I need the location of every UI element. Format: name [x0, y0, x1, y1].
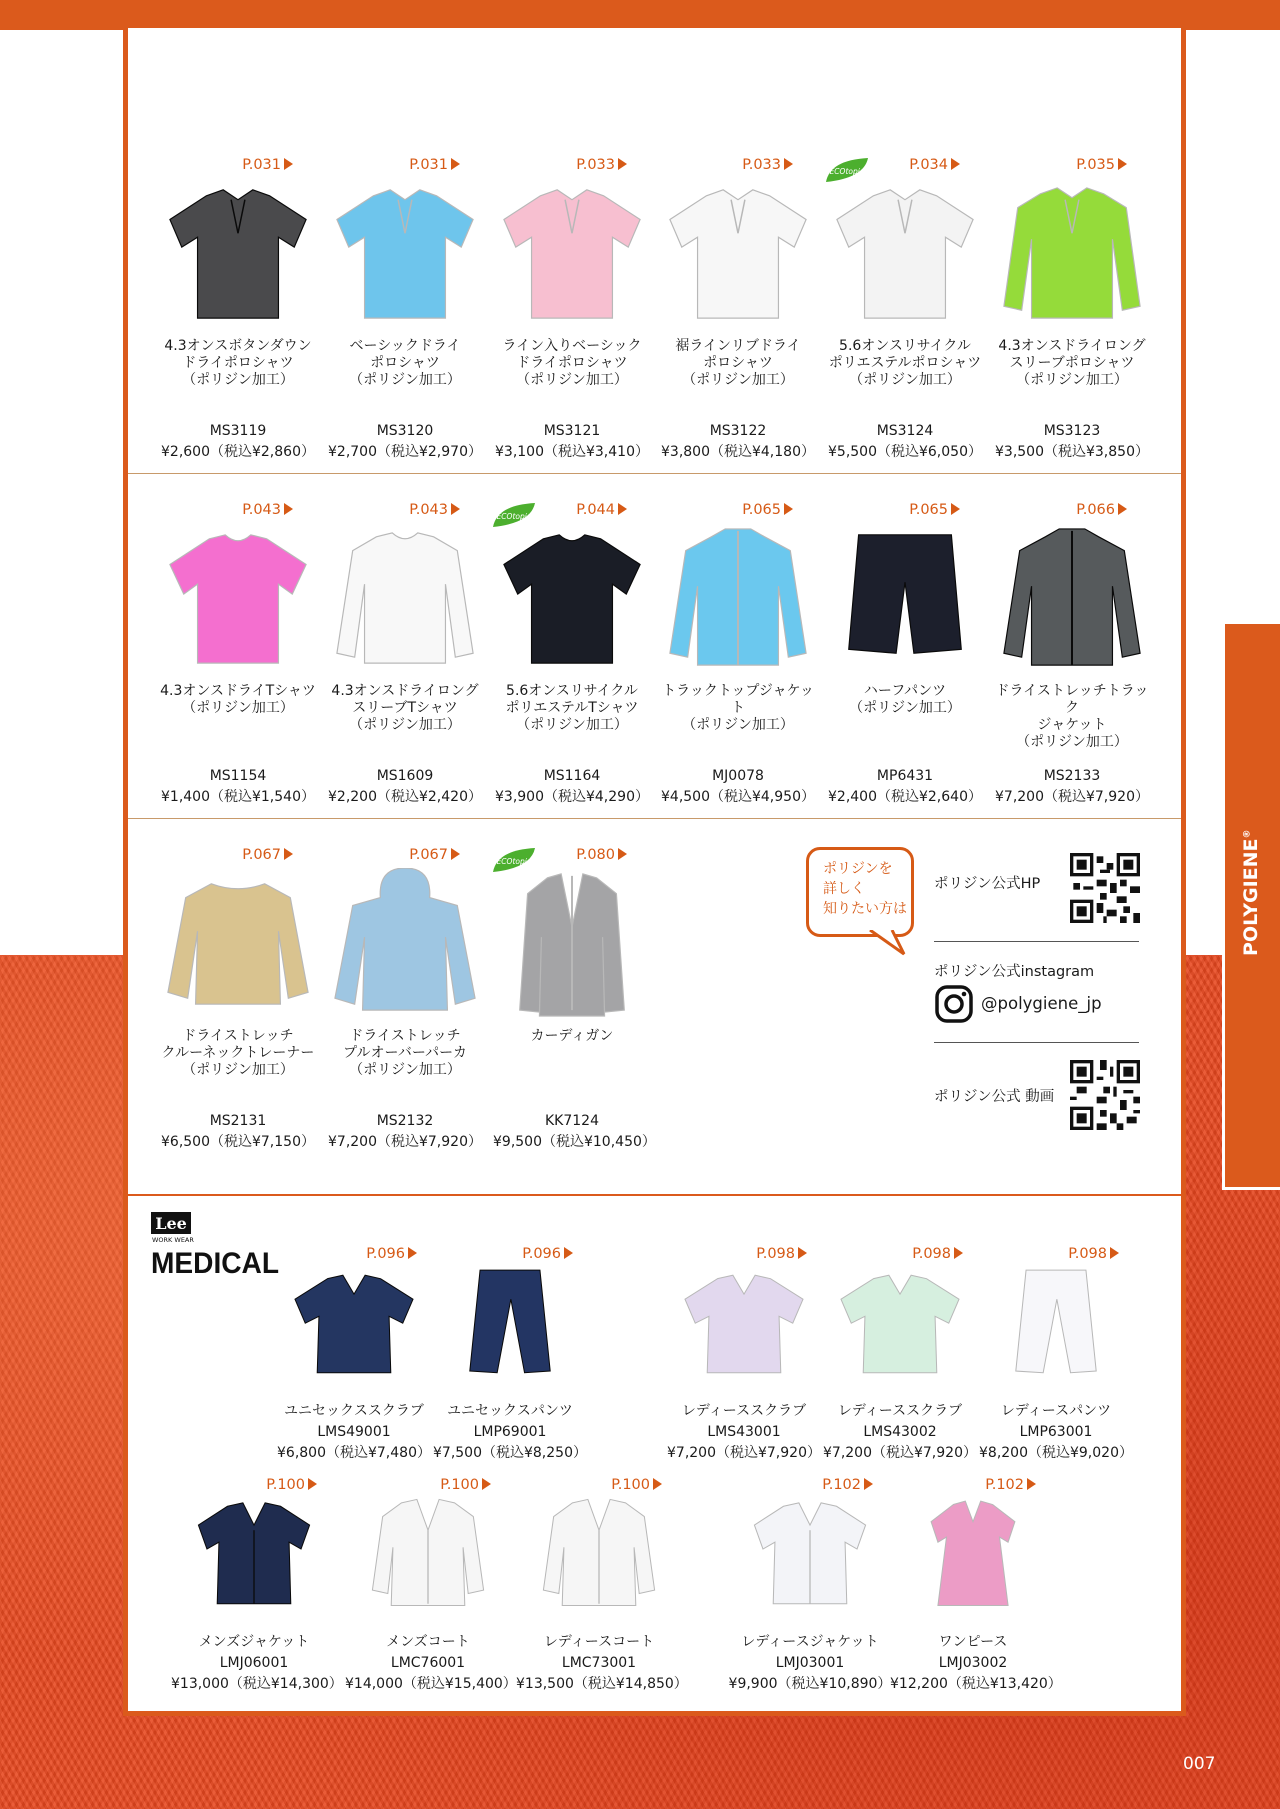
page-reference-link[interactable]: P.033 [659, 157, 817, 174]
product-code: LMS43002 [863, 1424, 937, 1440]
product-name: 4.3オンスドライTシャツ （ポリジン加工） [160, 683, 316, 716]
product-card[interactable] [659, 157, 817, 461]
product-price: ¥3,500（税込¥3,850） [995, 444, 1149, 460]
product-code: MS2131 [209, 1113, 267, 1129]
page-reference-link[interactable]: P.031 [159, 157, 317, 174]
product-image[interactable] [328, 178, 482, 328]
product-name: ワンピース [938, 1634, 1008, 1650]
page-reference-link[interactable]: P.102 [727, 1476, 893, 1494]
product-name: レディーススクラブ [681, 1403, 807, 1419]
brand-side-label: POLYGIENE® [1240, 829, 1262, 956]
page-reference-link[interactable]: P.065 [659, 502, 817, 519]
product-code: LMJ03001 [775, 1655, 845, 1671]
ecotopia-leaf-icon [824, 156, 870, 184]
product-code: MJ0078 [712, 768, 764, 784]
lee-medical-logo [151, 1212, 291, 1278]
page-reference-link[interactable]: P.065 [826, 502, 984, 519]
product-name: 4.3オンスボタンダウン ドライポロシャツ （ポリジン加工） [164, 338, 312, 388]
product-price: ¥2,700（税込¥2,970） [328, 444, 482, 460]
product-image[interactable] [674, 1265, 814, 1395]
arrow-right-icon [1118, 503, 1127, 515]
product-card[interactable] [493, 847, 656, 1151]
arrow-right-icon [784, 503, 793, 515]
arrow-right-icon [951, 503, 960, 515]
page-reference-link[interactable]: P.067 [159, 847, 317, 864]
page-reference-link[interactable]: P.100 [171, 1476, 337, 1494]
product-image[interactable] [161, 178, 315, 328]
row-divider [128, 473, 1181, 474]
product-name: レディースコート [543, 1634, 655, 1650]
promo-bubble: ポリジンを 詳しく 知りたい方は [806, 847, 914, 937]
ecotopia-leaf-icon [491, 501, 537, 529]
product-name: レディースパンツ [1000, 1403, 1112, 1419]
product-name: 裾ラインリブドライ ポロシャツ （ポリジン加工） [675, 338, 801, 388]
arrow-right-icon [451, 158, 460, 170]
product-code: LMP69001 [473, 1424, 547, 1440]
arrow-right-icon [482, 1478, 491, 1490]
product-card[interactable] [659, 502, 817, 806]
product-price: ¥6,500（税込¥7,150） [161, 1134, 315, 1150]
product-name: 5.6オンスリサイクル ポリエステルTシャツ （ポリジン加工） [505, 683, 639, 733]
hp-qr-code[interactable] [1070, 853, 1140, 923]
product-card[interactable] [993, 502, 1151, 806]
product-name: ライン入りベーシック ドライポロシャツ （ポリジン加工） [502, 338, 642, 388]
video-label: ポリジン公式 動画 [934, 1089, 1055, 1105]
product-image[interactable] [529, 1496, 669, 1626]
arrow-right-icon [798, 1247, 807, 1259]
arrow-right-icon [308, 1478, 317, 1490]
svg-text:Lee: Lee [155, 1214, 187, 1233]
instagram-label: ポリジン公式instagram [934, 964, 1095, 980]
promo-divider [934, 1042, 1139, 1043]
medical-product-card[interactable] [345, 1476, 517, 1695]
product-code: MS3119 [209, 423, 267, 439]
medical-product-card[interactable] [661, 1245, 827, 1464]
instagram-icon[interactable] [934, 984, 974, 1024]
product-image[interactable] [740, 1496, 880, 1626]
product-image[interactable] [161, 868, 315, 1018]
page-reference-link[interactable]: P.098 [973, 1245, 1139, 1263]
product-name: メンズコート [386, 1634, 470, 1650]
svg-text:WORK WEAR: WORK WEAR [152, 1236, 194, 1244]
product-code: LMS43001 [707, 1424, 781, 1440]
svg-text:MEDICAL: MEDICAL [151, 1247, 279, 1278]
page-reference-link[interactable]: P.043 [326, 502, 484, 519]
arrow-right-icon [653, 1478, 662, 1490]
product-price: ¥7,200（税込¥7,920） [328, 1134, 482, 1150]
arrow-right-icon [284, 848, 293, 860]
arrow-right-icon [951, 158, 960, 170]
product-code: MS2132 [376, 1113, 434, 1129]
product-card[interactable] [326, 157, 484, 461]
ecotopia-leaf-icon [491, 846, 537, 874]
medical-product-card[interactable] [171, 1476, 343, 1695]
product-code: MS3120 [376, 423, 434, 439]
product-name: カーディガン [530, 1028, 614, 1044]
product-price: ¥13,500（税込¥14,850） [516, 1676, 688, 1692]
page-reference-link[interactable]: P.100 [516, 1476, 682, 1494]
product-code: LMP63001 [1019, 1424, 1093, 1440]
product-price: ¥5,500（税込¥6,050） [828, 444, 982, 460]
product-card[interactable] [493, 157, 651, 461]
product-price: ¥3,900（税込¥4,290） [495, 789, 649, 805]
product-image[interactable] [328, 523, 482, 673]
page-reference-link[interactable]: P.031 [326, 157, 484, 174]
product-name: ユニセックスパンツ [447, 1403, 573, 1419]
product-price: ¥3,100（税込¥3,410） [495, 444, 649, 460]
arrow-right-icon [618, 503, 627, 515]
product-image[interactable] [995, 178, 1149, 328]
svg-text:ECOtopia: ECOtopia [496, 857, 532, 866]
product-image[interactable] [828, 167, 982, 328]
page-reference-link[interactable]: P.096 [271, 1245, 437, 1263]
page-reference-link[interactable]: P.035 [993, 157, 1151, 174]
page-reference-link[interactable]: P.033 [493, 157, 651, 174]
product-name: ドライストレッチ プルオーバーパーカ （ポリジン加工） [343, 1028, 467, 1078]
video-qr-code[interactable] [1070, 1060, 1140, 1130]
product-image[interactable] [495, 857, 649, 1018]
product-price: ¥14,000（税込¥15,400） [345, 1676, 517, 1692]
medical-product-card[interactable] [427, 1245, 593, 1464]
product-image[interactable] [661, 178, 815, 328]
page-reference-link[interactable]: P.066 [993, 502, 1151, 519]
product-code: MS1154 [209, 768, 267, 784]
medical-product-card[interactable] [271, 1245, 437, 1464]
product-image[interactable] [328, 868, 482, 1018]
product-image[interactable] [986, 1265, 1126, 1395]
arrow-right-icon [618, 848, 627, 860]
product-image[interactable] [495, 178, 649, 328]
medical-product-card[interactable] [516, 1476, 688, 1695]
product-price: ¥7,500（税込¥8,250） [433, 1445, 587, 1461]
product-name: 4.3オンスドライロング スリーブTシャツ （ポリジン加工） [331, 683, 479, 733]
product-price: ¥1,400（税込¥1,540） [161, 789, 315, 805]
product-price: ¥7,200（税込¥7,920） [995, 789, 1149, 805]
arrow-right-icon [408, 1247, 417, 1259]
page-reference-link[interactable]: P.096 [427, 1245, 593, 1263]
medical-product-card[interactable] [890, 1476, 1062, 1695]
product-image[interactable] [995, 523, 1149, 673]
arrow-right-icon [954, 1247, 963, 1259]
product-price: ¥3,800（税込¥4,180） [661, 444, 815, 460]
product-image[interactable] [284, 1265, 424, 1395]
polygiene-hp-label: ポリジン公式HP [934, 876, 1041, 892]
product-price: ¥9,500（税込¥10,450） [493, 1134, 656, 1150]
arrow-right-icon [618, 158, 627, 170]
page-reference-link[interactable]: P.098 [817, 1245, 983, 1263]
product-price: ¥6,800（税込¥7,480） [277, 1445, 431, 1461]
product-card[interactable] [159, 502, 317, 806]
promo-divider [934, 941, 1139, 942]
medical-product-card[interactable] [817, 1245, 983, 1464]
product-price: ¥13,000（税込¥14,300） [171, 1676, 343, 1692]
product-name: トラックトップジャケット （ポリジン加工） [662, 683, 814, 733]
product-price: ¥9,900（税込¥10,890） [728, 1676, 892, 1692]
arrow-right-icon [1118, 158, 1127, 170]
product-card[interactable] [326, 847, 484, 1151]
product-code: MS1164 [543, 768, 601, 784]
medical-product-card[interactable] [727, 1476, 893, 1695]
product-card[interactable] [159, 157, 317, 461]
product-card[interactable] [159, 847, 317, 1151]
product-code: MS1609 [376, 768, 434, 784]
product-name: レディースジャケット [741, 1634, 879, 1650]
product-code: LMJ06001 [219, 1655, 289, 1671]
promo-bubble-tail [868, 930, 908, 956]
product-name: メンズジャケット [198, 1634, 310, 1650]
page-reference-link[interactable]: P.034 [826, 157, 984, 174]
product-image[interactable] [184, 1496, 324, 1626]
product-image[interactable] [161, 523, 315, 673]
product-card[interactable] [326, 502, 484, 806]
arrow-right-icon [284, 503, 293, 515]
page-reference-link[interactable]: P.044 [493, 502, 651, 519]
product-image[interactable] [358, 1496, 498, 1626]
arrow-right-icon [864, 1478, 873, 1490]
page-reference-link[interactable]: P.098 [661, 1245, 827, 1263]
page-reference-link[interactable]: P.102 [890, 1476, 1056, 1494]
product-code: MP6431 [876, 768, 934, 784]
arrow-right-icon [564, 1247, 573, 1259]
arrow-right-icon [1110, 1247, 1119, 1259]
page-reference-link[interactable]: P.067 [326, 847, 484, 864]
product-code: LMC76001 [390, 1655, 466, 1671]
arrow-right-icon [451, 848, 460, 860]
product-name: 4.3オンスドライロング スリーブポロシャツ （ポリジン加工） [998, 338, 1146, 388]
product-image[interactable] [903, 1496, 1043, 1626]
product-name: ドライストレッチトラック ジャケット （ポリジン加工） [995, 683, 1149, 750]
product-price: ¥2,400（税込¥2,640） [828, 789, 982, 805]
arrow-right-icon [284, 158, 293, 170]
svg-text:ECOtopia: ECOtopia [829, 167, 865, 176]
top-bar [0, 0, 1280, 30]
product-name: ドライストレッチ クルーネックトレーナー （ポリジン加工） [161, 1028, 315, 1078]
page-reference-link[interactable]: P.080 [493, 847, 651, 864]
product-price: ¥2,600（税込¥2,860） [161, 444, 315, 460]
arrow-right-icon [1027, 1478, 1036, 1490]
product-image[interactable] [440, 1265, 580, 1395]
product-name: ユニセックススクラブ [284, 1403, 424, 1419]
product-code: LMS49001 [317, 1424, 391, 1440]
arrow-right-icon [784, 158, 793, 170]
product-card[interactable] [993, 157, 1151, 461]
page-reference-link[interactable]: P.043 [159, 502, 317, 519]
product-code: LMJ03002 [938, 1655, 1008, 1671]
product-code: LMC73001 [561, 1655, 637, 1671]
product-code: MS2133 [1043, 768, 1101, 784]
product-image[interactable] [661, 523, 815, 673]
instagram-handle[interactable]: @polygiene_jp [981, 994, 1102, 1013]
product-name: レディーススクラブ [837, 1403, 963, 1419]
product-code: MS3123 [1043, 423, 1101, 439]
product-name: ベーシックドライ ポロシャツ （ポリジン加工） [349, 338, 461, 388]
product-price: ¥7,200（税込¥7,920） [823, 1445, 977, 1461]
product-price: ¥12,200（税込¥13,420） [890, 1676, 1062, 1692]
arrow-right-icon [451, 503, 460, 515]
row-divider [128, 818, 1181, 819]
section-divider [128, 1194, 1181, 1196]
product-image[interactable] [830, 1265, 970, 1395]
product-price: ¥8,200（税込¥9,020） [979, 1445, 1133, 1461]
product-image[interactable] [495, 512, 649, 673]
medical-product-card[interactable] [973, 1245, 1139, 1464]
product-code: MS3124 [876, 423, 934, 439]
product-card[interactable] [826, 502, 984, 806]
product-price: ¥4,500（税込¥4,950） [661, 789, 815, 805]
product-price: ¥7,200（税込¥7,920） [667, 1445, 821, 1461]
product-card[interactable] [493, 502, 651, 806]
product-name: ハーフパンツ （ポリジン加工） [849, 683, 961, 716]
product-code: MS3121 [543, 423, 601, 439]
product-name: 5.6オンスリサイクル ポリエステルポロシャツ （ポリジン加工） [828, 338, 982, 388]
product-code: KK7124 [545, 1113, 599, 1129]
product-price: ¥2,200（税込¥2,420） [328, 789, 482, 805]
product-code: MS3122 [709, 423, 767, 439]
product-image[interactable] [828, 523, 982, 673]
svg-text:ECOtopia: ECOtopia [496, 512, 532, 521]
page-reference-link[interactable]: P.100 [345, 1476, 511, 1494]
page-number: 007 [1183, 1754, 1216, 1774]
product-card[interactable] [826, 157, 984, 461]
